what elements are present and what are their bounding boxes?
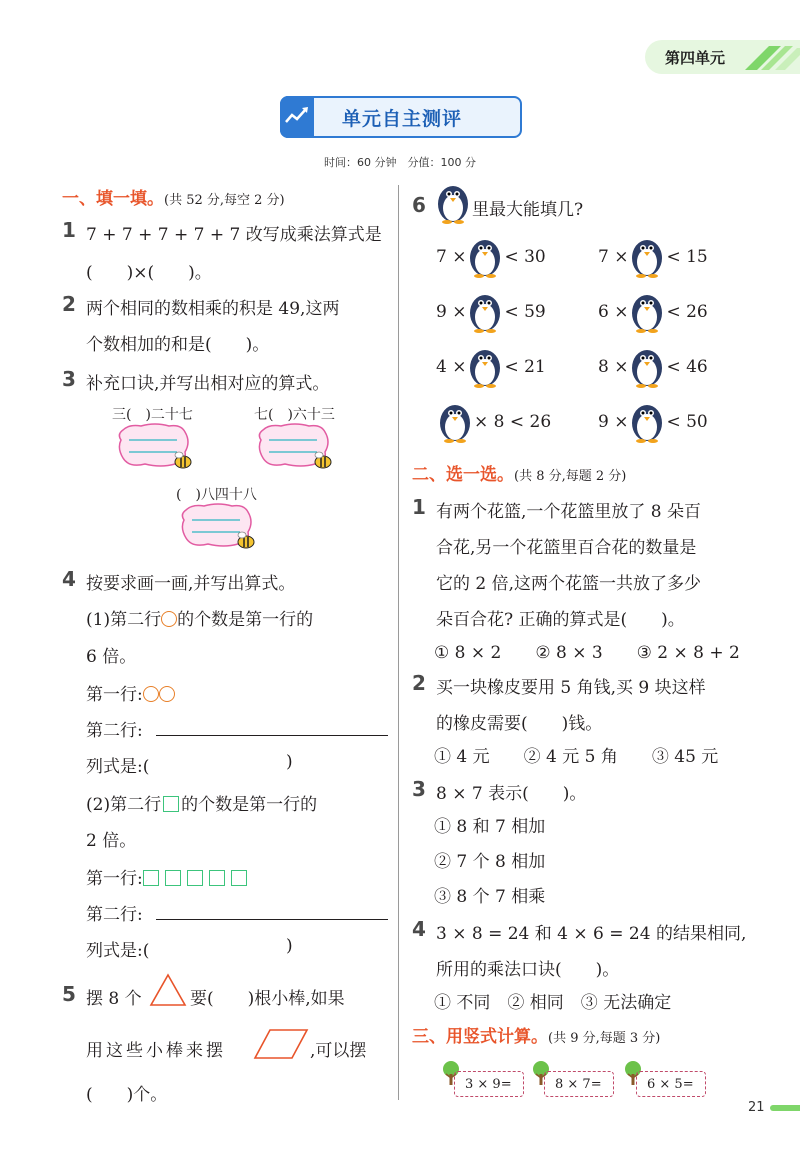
circle-icon — [161, 611, 177, 627]
square-icon — [163, 796, 179, 812]
q5-number: 5 — [62, 982, 76, 1006]
section3-title: 三、用竖式计算。 — [412, 1027, 548, 1047]
s2-q3-l1: 8 × 7 表示( )。 — [436, 784, 587, 804]
parallelogram-icon — [252, 1026, 310, 1062]
formula-label: 列式是:( — [86, 941, 150, 961]
q4-p1-row2 — [86, 716, 143, 741]
q4-p1-row1 — [86, 680, 175, 705]
s2-q4-l2: 所用的乘法口诀( )。 — [436, 960, 620, 980]
row2-answer-line[interactable] — [156, 919, 388, 920]
penguin-icon[interactable] — [630, 291, 664, 333]
penguin-item — [436, 401, 551, 443]
penguin-item — [436, 346, 546, 388]
q4-p1-c: 6 倍。 — [86, 647, 137, 667]
s2-q4-l1: 3 × 8 = 24 和 4 × 6 = 24 的结果相同, — [436, 924, 747, 944]
section1-heading — [62, 184, 285, 209]
penguin-item-pre: 7 × — [598, 247, 629, 267]
q2-line1: 两个相同的数相乘的积是 49,这两 — [86, 299, 340, 319]
s2-q1-l4: 朵百合花? 正确的算式是( )。 — [436, 610, 685, 630]
penguin-item-pre: 7 × — [436, 247, 467, 267]
penguin-icon[interactable] — [468, 291, 502, 333]
square-icon — [165, 870, 181, 886]
q4-p1-a: (1)第二行 — [86, 610, 162, 630]
page-number: 21 — [748, 1100, 765, 1115]
penguin-item-post: < 59 — [504, 302, 546, 322]
column-divider — [398, 185, 399, 1100]
q1-number: 1 — [62, 218, 76, 242]
title-banner — [280, 96, 522, 138]
page-number-bar — [770, 1105, 800, 1111]
penguin-item-pre: 9 × — [436, 302, 467, 322]
rhyme-3: ( )八四十八 — [176, 487, 257, 503]
row1-label: 第一行: — [86, 685, 143, 705]
unit-tab — [645, 40, 800, 74]
penguin-item — [436, 236, 546, 278]
s2-q1-l3: 它的 2 倍,这两个花篮一共放了多少 — [436, 574, 702, 594]
formula-close: ) — [286, 752, 293, 772]
vertical-calc-box[interactable]: 6 × 5= — [636, 1071, 706, 1097]
q4-number: 4 — [62, 567, 76, 591]
q3-line1: 补充口诀,并写出相对应的算式。 — [86, 374, 330, 394]
section1-note: (共 52 分,每空 2 分) — [164, 193, 285, 208]
penguin-item-post: < 15 — [666, 247, 708, 267]
s2-q4-options: ① 不同 ② 相同 ③ 无法确定 — [434, 993, 672, 1013]
section2-title: 二、选一选。 — [412, 465, 514, 485]
penguin-item — [598, 236, 708, 278]
q4-part1-line — [86, 605, 313, 630]
square-icon — [231, 870, 247, 886]
s2-q2-l1: 买一块橡皮要用 5 角钱,买 9 块这样 — [436, 678, 706, 698]
q4-p2-a: (2)第二行 — [86, 795, 162, 815]
q4-p1-formula — [86, 752, 149, 777]
chart-trend-icon — [280, 96, 314, 138]
square-icon — [143, 870, 159, 886]
square-icon — [209, 870, 225, 886]
triangle-icon — [148, 972, 188, 1008]
row2-label: 第二行: — [86, 721, 143, 741]
formula-label: 列式是:( — [86, 757, 150, 777]
penguin-item-pre: 6 × — [598, 302, 629, 322]
penguin-item-post: < 30 — [504, 247, 546, 267]
s2-q2-l2: 的橡皮需要( )钱。 — [436, 714, 603, 734]
circle-icon — [159, 686, 175, 702]
q4-p2-row1 — [86, 864, 253, 889]
vertical-calc-box[interactable]: 8 × 7= — [544, 1071, 614, 1097]
s2-q1-l2: 合花,另一个花篮里百合花的数量是 — [436, 538, 697, 558]
penguin-item-post: < 26 — [666, 302, 708, 322]
q6-number: 6 — [412, 193, 426, 217]
formula-close: ) — [286, 936, 293, 956]
s2-q2-number: 2 — [412, 671, 426, 695]
penguin-item-post: < 46 — [666, 357, 708, 377]
q4-p2-formula — [86, 936, 149, 961]
penguin-item-post: × 8 < 26 — [474, 412, 552, 432]
cloud-answer-box-1 — [115, 422, 197, 476]
cloud-answer-box-2 — [255, 422, 337, 476]
stripes-icon — [741, 40, 800, 74]
row1-label: 第一行: — [86, 869, 143, 889]
penguin-item-pre: 8 × — [598, 357, 629, 377]
q4-p2-c: 2 倍。 — [86, 831, 137, 851]
s2-q3-o3: ③ 8 个 7 相乘 — [434, 887, 546, 907]
penguin-icon — [436, 182, 470, 224]
q5-e: ( )个。 — [86, 1085, 168, 1105]
s2-q3-o1: ① 8 和 7 相加 — [434, 817, 546, 837]
penguin-item-post: < 21 — [504, 357, 546, 377]
q2-line2: 个数相加的和是( )。 — [86, 335, 270, 355]
rhyme-1: 三( )二十七 — [112, 407, 193, 423]
penguin-icon[interactable] — [468, 236, 502, 278]
vertical-calc-box[interactable]: 3 × 9= — [454, 1071, 524, 1097]
penguin-item — [598, 401, 708, 443]
q4-part2-line — [86, 790, 317, 815]
penguin-icon[interactable] — [468, 346, 502, 388]
penguin-icon[interactable] — [630, 346, 664, 388]
q1-line2: ( )×( )。 — [86, 263, 212, 283]
q6-prompt: 里最大能填几? — [472, 200, 584, 220]
s2-q2-options: ① 4 元 ② 4 元 5 角 ③ 45 元 — [434, 747, 719, 767]
s2-q3-o2: ② 7 个 8 相加 — [434, 852, 546, 872]
row2-label: 第二行: — [86, 905, 143, 925]
penguin-icon[interactable] — [630, 236, 664, 278]
q4-p2-row2 — [86, 900, 143, 925]
q5-c: 用这些小棒来摆 — [86, 1041, 226, 1061]
row2-answer-line[interactable] — [156, 735, 388, 736]
penguin-item — [598, 291, 708, 333]
rhyme-2: 七( )六十三 — [254, 407, 335, 423]
section1-title: 一、填一填。 — [62, 189, 164, 209]
test-meta: 时间：60 分钟 分值：100 分 — [324, 156, 476, 169]
cloud-answer-box-3 — [178, 502, 260, 556]
q5-b: 要( )根小棒,如果 — [190, 989, 345, 1009]
q5-a: 摆 8 个 — [86, 989, 142, 1009]
s2-q1-number: 1 — [412, 495, 426, 519]
q5-d: ,可以摆 — [310, 1041, 367, 1061]
section2-note: (共 8 分,每题 2 分) — [514, 469, 627, 484]
penguin-item — [436, 291, 546, 333]
q3-number: 3 — [62, 367, 76, 391]
s2-q4-number: 4 — [412, 917, 426, 941]
penguin-item-pre: 4 × — [436, 357, 467, 377]
square-icon — [187, 870, 203, 886]
s2-q3-number: 3 — [412, 777, 426, 801]
unit-label: 第四单元 — [665, 49, 726, 67]
section3-heading — [412, 1022, 660, 1047]
q1-line1: 7 + 7 + 7 + 7 + 7 改写成乘法算式是 — [86, 225, 382, 245]
penguin-item-post: < 50 — [666, 412, 708, 432]
penguin-item — [598, 346, 708, 388]
circle-icon — [143, 686, 159, 702]
penguin-item-pre: 9 × — [598, 412, 629, 432]
page-title: 单元自主测评 — [342, 108, 463, 130]
section3-note: (共 9 分,每题 3 分) — [548, 1031, 661, 1046]
penguin-icon[interactable] — [438, 401, 472, 443]
penguin-icon[interactable] — [630, 401, 664, 443]
q4-p2-b: 的个数是第一行的 — [181, 795, 318, 815]
q4-line1: 按要求画一画,并写出算式。 — [86, 574, 296, 594]
s2-q1-l1: 有两个花篮,一个花篮里放了 8 朵百 — [436, 502, 702, 522]
s2-q1-options: ① 8 × 2 ② 8 × 3 ③ 2 × 8 + 2 — [434, 643, 740, 663]
q4-p1-b: 的个数是第一行的 — [177, 610, 314, 630]
section2-heading — [412, 460, 626, 485]
q2-number: 2 — [62, 292, 76, 316]
